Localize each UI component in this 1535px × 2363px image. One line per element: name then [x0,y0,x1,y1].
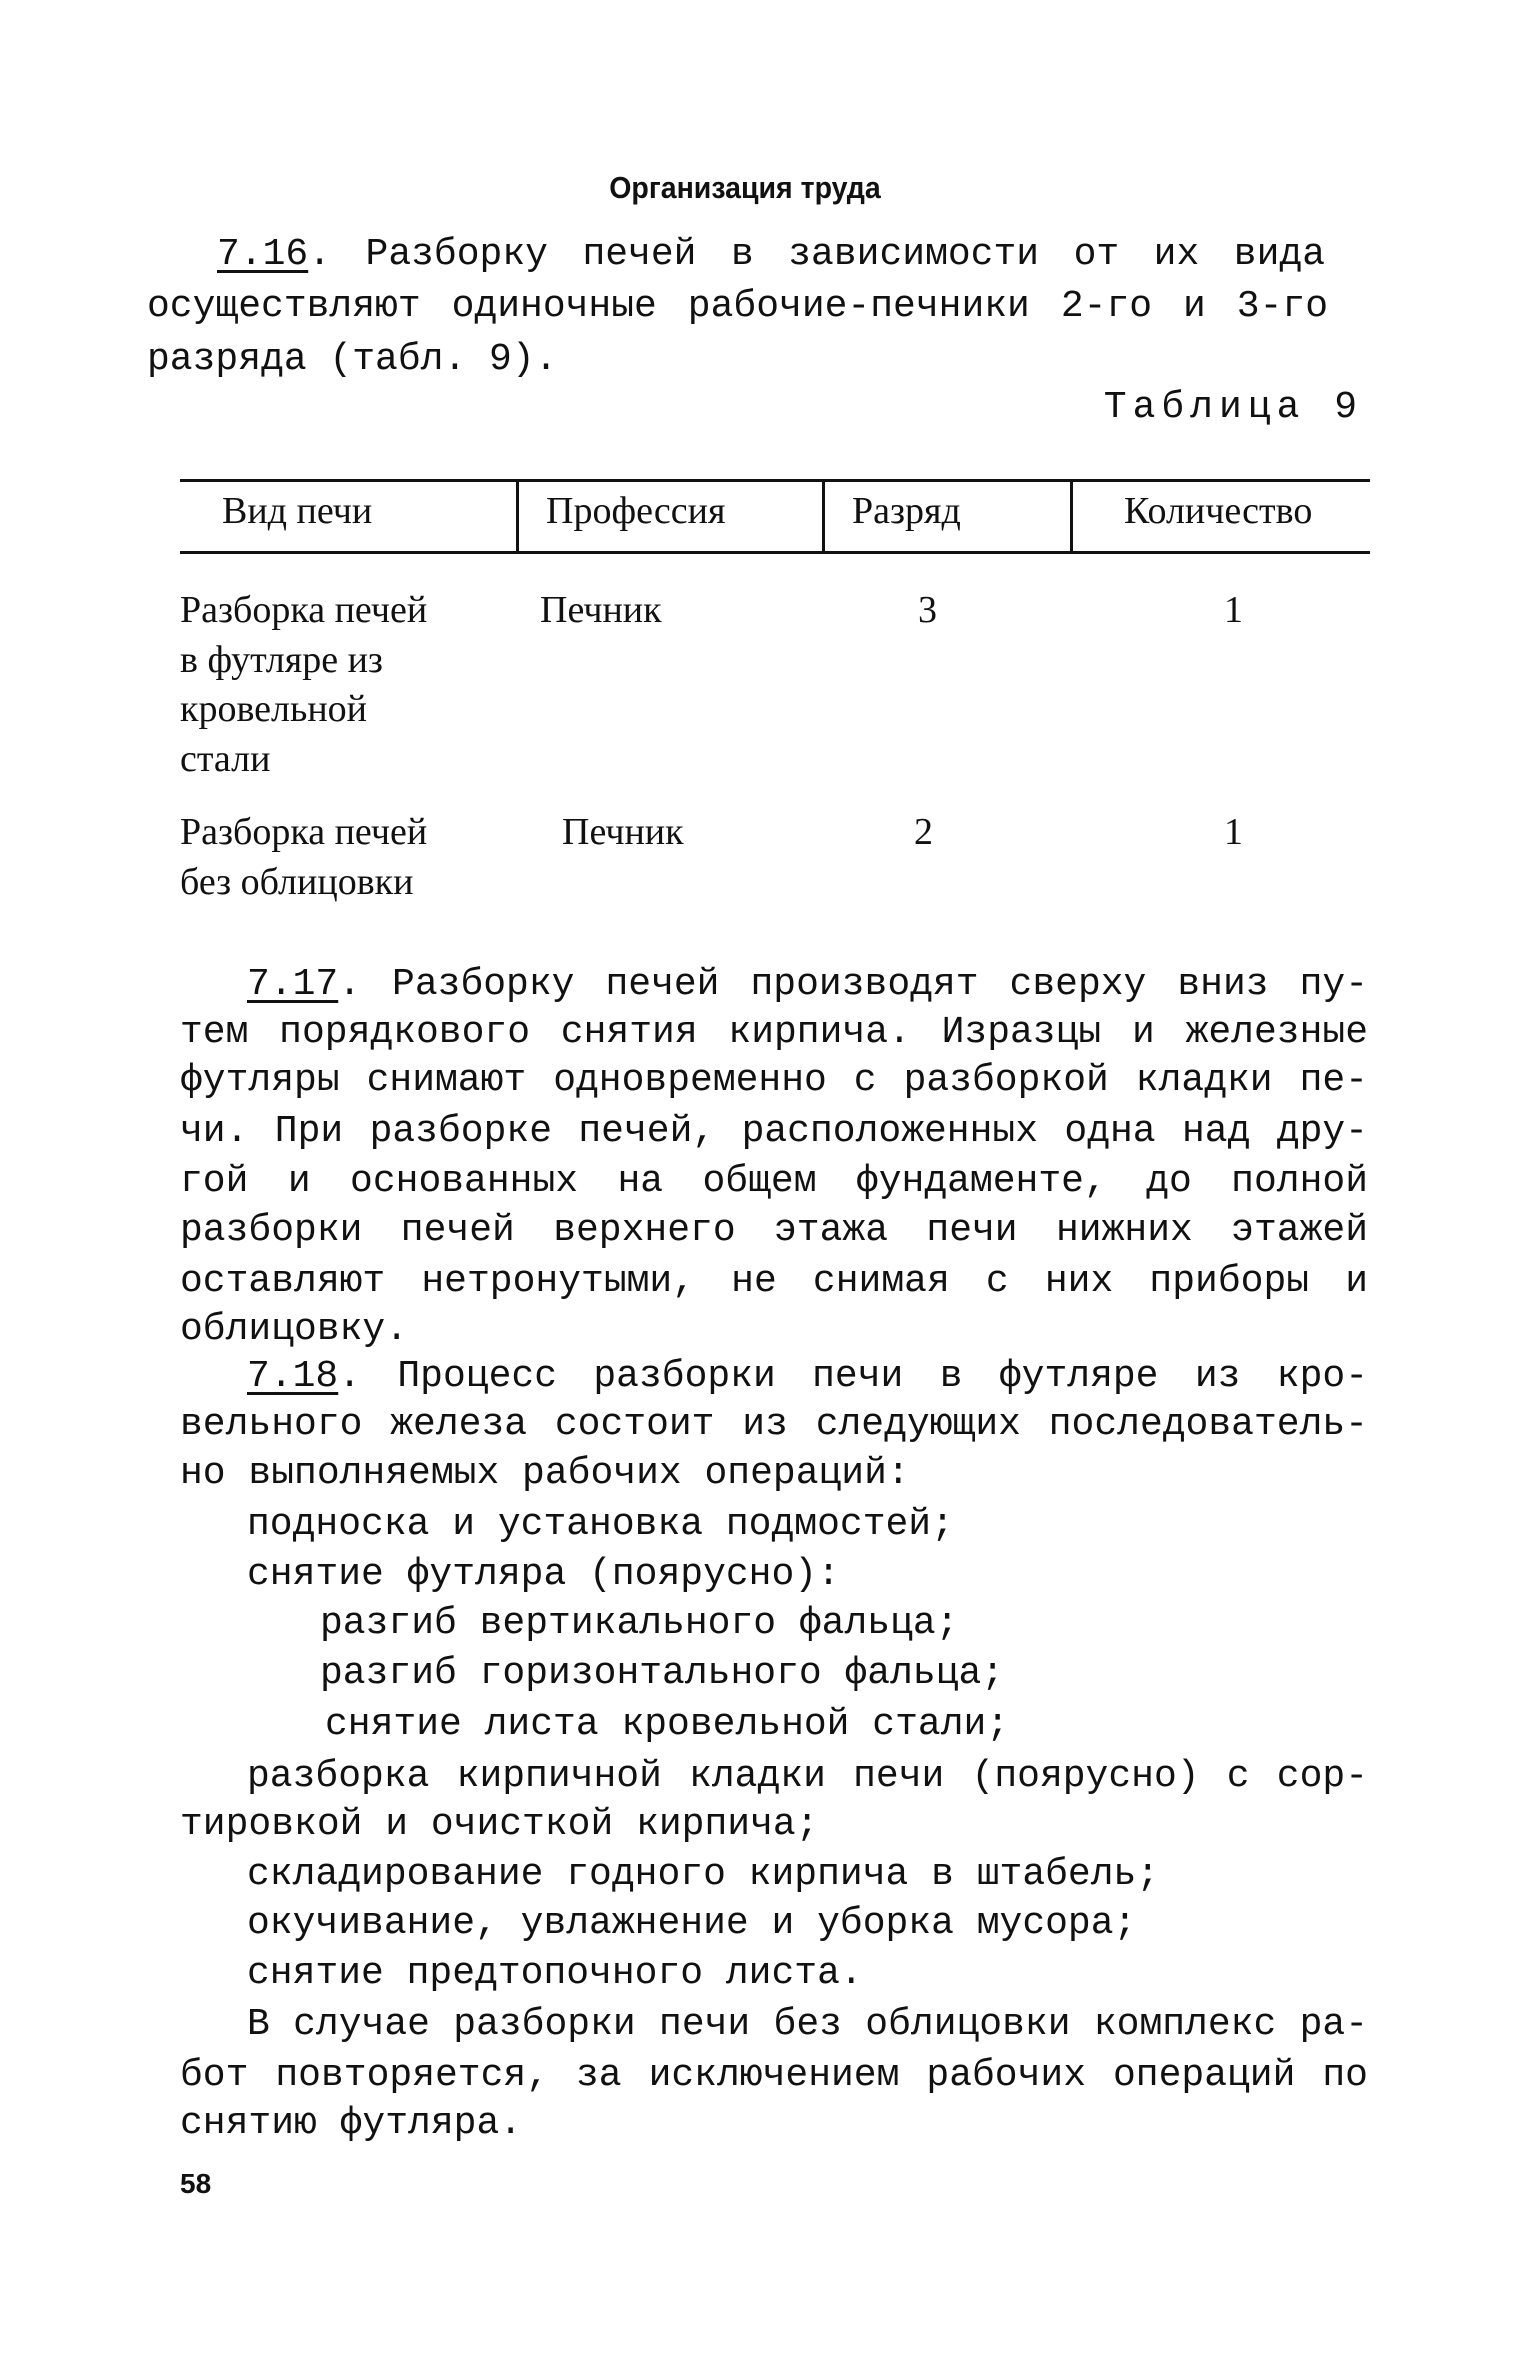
line-text: снятию футляра. [180,2102,523,2145]
column-divider [822,481,825,553]
line-text: оставляют нетронутыми, не снимая с них приборы и [180,1260,1368,1303]
header-grade: Разряд [852,490,961,532]
p718-line [180,2100,522,2148]
table-cell-type: Разборка печей без облицовки [180,811,428,903]
p718-line [320,1600,959,1648]
header-type: Вид печи [222,490,373,532]
line-text: бот повторяется, за исключением рабочих операций по [180,2054,1368,2097]
line-text: осуществляют одиночные рабочие-печники 2-го и 3-го [147,285,1328,328]
table-cell-profession: Печник [540,589,662,631]
line-text: разгиб вертикального фальца; [320,1602,959,1645]
line-text: футляры снимают одновременно с разборкой кладки пе- [180,1059,1368,1102]
line-text: но выполняемых рабочих операций: [180,1452,910,1495]
line-text: разгиб горизонтального фальца; [320,1652,1005,1695]
p717-line [180,1306,408,1354]
p718-line [325,1701,1009,1749]
table-cell-type: Разборка печей в футляре из кровельной стали [180,589,428,780]
line-text: окучивание, увлажнение и уборка мусора; [247,1902,1137,1945]
p718-line [247,1501,954,1549]
line-text: . Разборку печей в зависимости от их вида [308,233,1325,276]
column-divider [1070,481,1073,553]
column-divider [516,481,519,553]
line-text: . Разборку печей производят сверху вниз пу- [338,963,1368,1006]
p718-line [247,1950,863,1998]
clause-number: 7.17 [247,963,339,1006]
p717-line [180,1158,1368,1206]
p718-line [247,1551,840,1599]
line-text: подноска и установка подмостей; [247,1503,954,1546]
p718-line [320,1650,1004,1698]
page-number: 58 [180,2168,212,2199]
p717-line [180,1009,1368,1057]
line-text: тировкой и очисткой кирпича; [180,1803,819,1846]
p718-line [180,1401,1368,1449]
line-text: тем порядкового снятия кирпича. Изразцы и железные [180,1011,1368,1054]
line-text: складирование годного кирпича в штабель; [247,1853,1160,1896]
clause-number: 7.18 [247,1355,339,1398]
line-text: гой и основанных на общем фундаменте, до полной [180,1160,1368,1203]
p718-line [247,1851,1159,1899]
p718-line [247,1900,1136,1948]
header-profession: Профессия [546,490,726,532]
line-text: чи. При разборке печей, расположенных одна над дру- [180,1110,1368,1153]
table-header-rule [180,551,1370,554]
p718-line [180,2052,1368,2100]
line-text: снятие футляра (поярусно): [247,1553,840,1596]
p717-line [180,1207,1368,1255]
header-count: Количество [1124,490,1313,532]
p717-line [180,1057,1368,1105]
p716-line [147,283,1328,331]
p718-line [247,1353,1368,1401]
table-cell-count: 1 [1224,811,1243,853]
line-text: вельного железа состоит из следующих последователь- [180,1403,1368,1446]
line-text: снятие листа кровельной стали; [325,1703,1010,1746]
line-text: снятие предтопочного листа. [247,1952,863,1995]
line-text: В случае разборки печи без облицовки комплекс ра- [247,2003,1368,2046]
table-cell-count: 1 [1224,589,1243,631]
line-text: облицовку. [180,1308,409,1351]
p718-line [247,2001,1368,2049]
p716-line [217,231,1325,279]
clause-number: 7.16 [217,233,309,276]
p717-line [180,1108,1368,1156]
p718-line [247,1753,1368,1801]
line-text: разборки печей верхнего этажа печи нижних этажей [180,1209,1368,1252]
section-heading: Организация труда [609,170,881,205]
p716-line [147,336,557,384]
p718-line [180,1801,819,1849]
line-text: разряда (табл. 9). [147,338,558,381]
table-cell-grade: 3 [918,589,937,631]
line-text: разборка кирпичной кладки печи (поярусно) с сор- [247,1755,1368,1798]
table-top-rule [180,479,1370,482]
table-cell-grade: 2 [914,811,933,853]
p717-line [247,961,1368,1009]
line-text: . Процесс разборки печи в футляре из кро- [338,1355,1368,1398]
p718-line [180,1450,910,1498]
p717-line [180,1258,1368,1306]
table-cell-profession: Печник [562,811,684,853]
table-caption: Таблица 9 [1103,386,1363,429]
